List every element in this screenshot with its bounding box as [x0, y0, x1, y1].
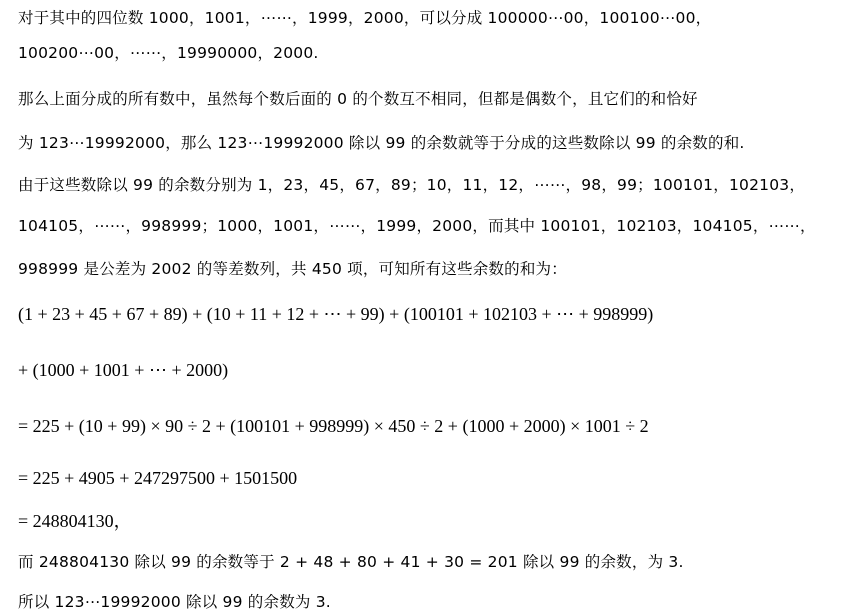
text-line-9: 所以 123⋯19992000 除以 99 的余数为 3.: [18, 593, 331, 611]
text-line-2: 100200⋯00，⋯⋯，19990000，2000.: [18, 44, 319, 62]
equation-line-3: = 225 + (10 + 99) × 90 ÷ 2 + (100101 + 998999) × 450 ÷ 2 + (1000 + 2000) × 1001 ÷ 2: [18, 416, 649, 436]
text-line-5: 由于这些数除以 99 的余数分别为 1，23，45，67，89；10，11，12，⋯⋯，98，99；100101，102103，: [18, 176, 806, 194]
equation-line-1: (1 + 23 + 45 + 67 + 89) + (10 + 11 + 12 + ⋯ + 99) + (100101 + 102103 + ⋯ + 998999): [18, 304, 654, 324]
equation-line-5: = 248804130，: [18, 511, 132, 531]
text-line-1: 对于其中的四位数 1000，1001，⋯⋯，1999，2000，可以分成 100000⋯00，100100⋯00，: [18, 9, 712, 27]
text-line-4: 为 123⋯19992000，那么 123⋯19992000 除以 99 的余数就等于分成的这些数除以 99 的余数的和.: [18, 134, 745, 152]
text-line-6: 104105，⋯⋯，998999；1000，1001，⋯⋯，1999，2000，而其中 100101，102103，104105，⋯⋯，: [18, 217, 816, 235]
equation-line-4: = 225 + 4905 + 247297500 + 1501500: [18, 468, 298, 488]
text-line-7: 998999 是公差为 2002 的等差数列，共 450 项，可知所有这些余数的和为：: [18, 260, 567, 278]
text-line-3: 那么上面分成的所有数中，虽然每个数后面的 0 的个数互不相同，但都是偶数个，且它们的和恰好: [18, 90, 698, 108]
equation-line-2: + (1000 + 1001 + ⋯ + 2000): [18, 360, 229, 380]
text-line-8: 而 248804130 除以 99 的余数等于 2 + 48 + 80 + 41 + 30 = 201 除以 99 的余数，为 3.: [18, 553, 684, 571]
